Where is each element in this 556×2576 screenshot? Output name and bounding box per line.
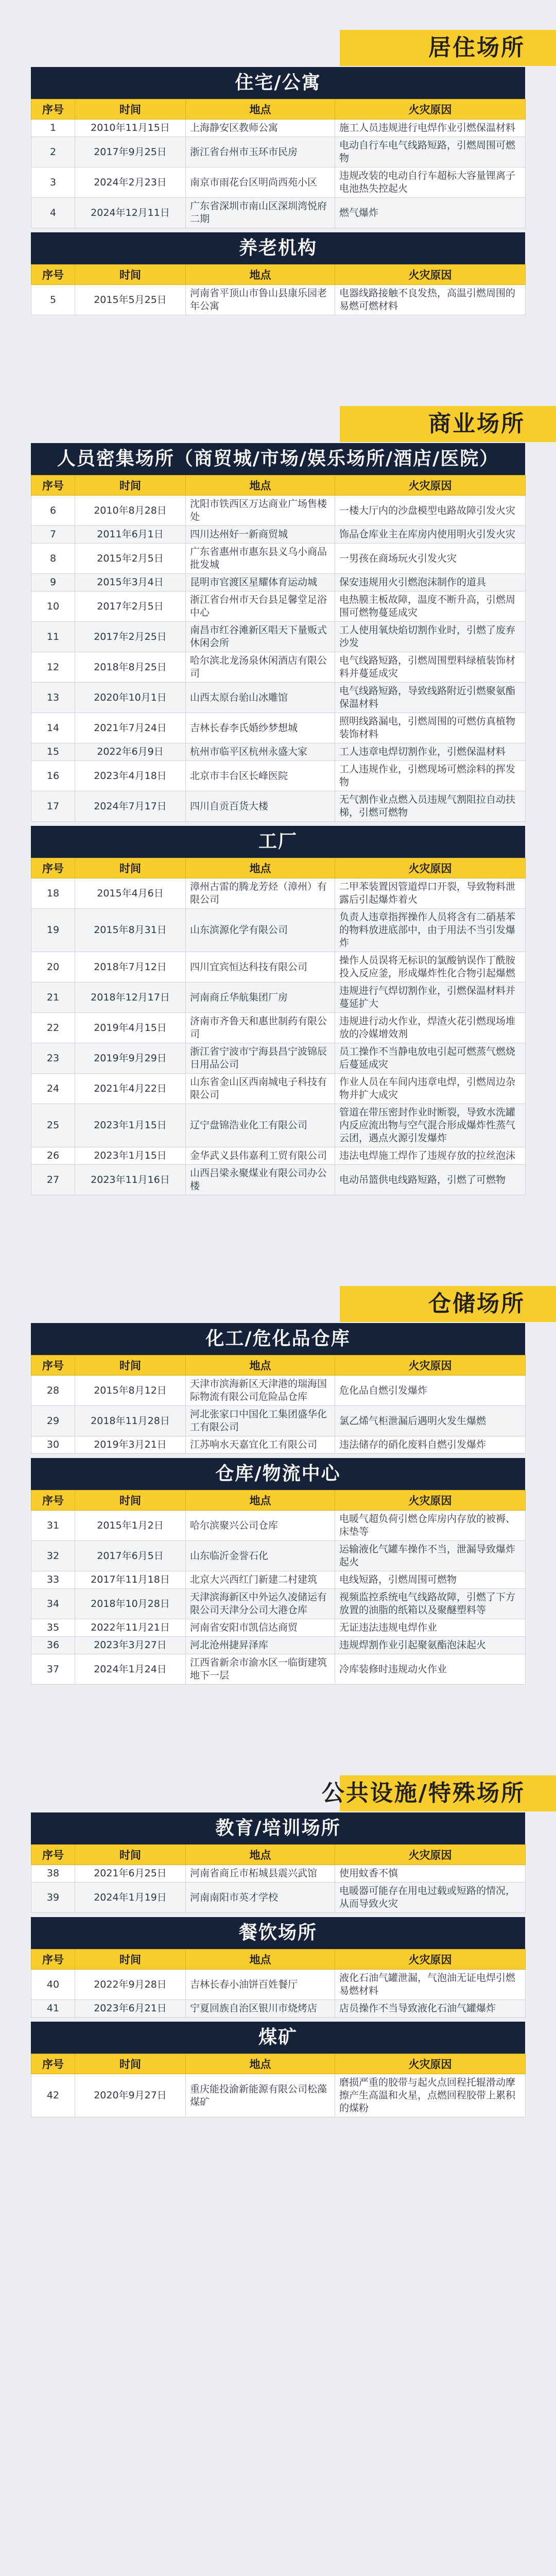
cell-time: 2018年10月28日 <box>75 1589 186 1619</box>
column-header-place: 地点 <box>186 99 335 120</box>
cell-cause: 无气割作业点燃入员违规气割阻拉自动扶梯，引燃可燃物 <box>335 791 526 822</box>
cell-no: 9 <box>31 574 75 591</box>
cell-place: 四川宜宾恒达科技有限公司 <box>186 952 335 982</box>
table-header-row <box>31 1355 526 1376</box>
table-row <box>31 982 526 1013</box>
cell-place: 重庆能投渝新能源有限公司松藻煤矿 <box>186 2074 335 2117</box>
cell-place: 河南省平顶山市鲁山县康乐园老年公寓 <box>186 285 335 315</box>
table-header-row <box>31 2054 526 2074</box>
table-row <box>31 544 526 574</box>
table-row <box>31 1074 526 1104</box>
cell-place: 吉林长春李氏婚纱梦想城 <box>186 713 335 743</box>
cell-time: 2015年8月12日 <box>75 1376 186 1406</box>
cell-no: 21 <box>31 982 75 1013</box>
cell-time: 2023年1月15日 <box>75 1147 186 1165</box>
column-header-no: 序号 <box>31 476 75 496</box>
cell-place: 四川自贡百货大楼 <box>186 791 335 822</box>
column-header-place: 地点 <box>186 1845 335 1865</box>
column-header-cause: 火灾原因 <box>335 2054 526 2074</box>
table-header-row <box>31 858 526 878</box>
spacer <box>0 1454 556 1458</box>
table-row <box>31 1970 526 2000</box>
table-row <box>31 1541 526 1571</box>
cell-time: 2022年6月9日 <box>75 743 186 761</box>
column-header-cause: 火灾原因 <box>335 265 526 285</box>
group-title: 餐饮场所 <box>31 1917 525 1949</box>
table-row <box>31 496 526 526</box>
column-header-no: 序号 <box>31 858 75 878</box>
column-header-no: 序号 <box>31 2054 75 2074</box>
cell-time: 2020年10月1日 <box>75 683 186 713</box>
cell-no: 39 <box>31 1883 75 1913</box>
cell-no: 15 <box>31 743 75 761</box>
cell-cause: 氯乙烯气柜泄漏后遇明火发生爆燃 <box>335 1406 526 1436</box>
cell-place: 沈阳市铁西区万达商业广场售楼处 <box>186 496 335 526</box>
cell-cause: 电热膜主板故障，温度不断升高，引燃周围可燃物蔓延成灾 <box>335 591 526 622</box>
table-header-row <box>31 265 526 285</box>
column-header-cause: 火灾原因 <box>335 858 526 878</box>
cell-no: 34 <box>31 1589 75 1619</box>
column-header-no: 序号 <box>31 1490 75 1511</box>
column-header-cause: 火灾原因 <box>335 1845 526 1865</box>
group-title: 住宅/公寓 <box>31 67 525 99</box>
cell-no: 41 <box>31 2000 75 2018</box>
group-title: 仓库/物流中心 <box>31 1458 525 1490</box>
cell-time: 2020年9月27日 <box>75 2074 186 2117</box>
table-row <box>31 622 526 652</box>
cell-cause: 磨损严重的胶带与起火点回程托辊滑动摩擦产生高温和火星，点燃回程胶带上累积的煤粉 <box>335 2074 526 2117</box>
cell-no: 10 <box>31 591 75 622</box>
cell-no: 5 <box>31 285 75 315</box>
cell-no: 4 <box>31 198 75 228</box>
cell-time: 2011年6月1日 <box>75 526 186 544</box>
cell-time: 2022年11月21日 <box>75 1619 186 1637</box>
cell-place: 南京市雨花台区明尚西苑小区 <box>186 167 335 198</box>
cell-place: 河北沧州捷昇泽库 <box>186 1637 335 1654</box>
table-row <box>31 1436 526 1454</box>
group-title: 工厂 <box>31 826 525 858</box>
incident-table <box>31 264 526 315</box>
spacer <box>0 1195 556 1199</box>
table-row <box>31 683 526 713</box>
table-row <box>31 1043 526 1074</box>
cell-time: 2024年12月11日 <box>75 198 186 228</box>
spacer <box>0 315 556 319</box>
cell-time: 2017年11月18日 <box>75 1571 186 1589</box>
cell-place: 浙江省台州市玉环市民房 <box>186 137 335 167</box>
cell-no: 37 <box>31 1654 75 1685</box>
cell-time: 2021年7月24日 <box>75 713 186 743</box>
cell-place: 杭州市临平区杭州永盛大家 <box>186 743 335 761</box>
cell-cause: 电动自行车电气线路短路，引燃周围可燃物 <box>335 137 526 167</box>
cell-place: 辽宁盘锦浩业化工有限公司 <box>186 1104 335 1147</box>
cell-place: 济南市齐鲁天和惠世制药有限公司 <box>186 1013 335 1043</box>
column-header-time: 时间 <box>75 1355 186 1376</box>
cell-cause: 作业人员在车间内违章电焊，引燃周边杂物并扩大成灾 <box>335 1074 526 1104</box>
cell-place: 河南省商丘市柘城县震兴武馆 <box>186 1865 335 1883</box>
cell-no: 13 <box>31 683 75 713</box>
cell-no: 27 <box>31 1165 75 1195</box>
cell-cause: 施工人员违规进行电焊作业引燃保温材料 <box>335 120 526 137</box>
table-row <box>31 1376 526 1406</box>
table-row <box>31 1637 526 1654</box>
cell-time: 2017年2月25日 <box>75 622 186 652</box>
table-row <box>31 1589 526 1619</box>
table-row <box>31 526 526 544</box>
column-header-time: 时间 <box>75 265 186 285</box>
cell-time: 2018年8月25日 <box>75 652 186 683</box>
cell-cause: 电气线路短路，导致线路附近引燃聚氨酯保温材料 <box>335 683 526 713</box>
table-row <box>31 1883 526 1913</box>
cell-no: 40 <box>31 1970 75 2000</box>
cell-time: 2015年8月31日 <box>75 909 186 952</box>
cell-cause: 二甲苯装置因管道焊口开裂，导致物料泄露后引起爆炸着火 <box>335 878 526 909</box>
incident-table <box>31 99 526 228</box>
cell-time: 2019年3月21日 <box>75 1436 186 1454</box>
table-header-row <box>31 99 526 120</box>
section-header <box>0 376 556 443</box>
spacer <box>0 2117 556 2122</box>
cell-cause: 电器线路接触不良发热，高温引燃周围的易燃可燃材料 <box>335 285 526 315</box>
column-header-place: 地点 <box>186 265 335 285</box>
incident-table <box>31 1949 526 2018</box>
cell-cause: 电暖器可能存在用电过载或短路的情况，从而导致火灾 <box>335 1883 526 1913</box>
cell-place: 金华武义县伟嘉利工贸有限公司 <box>186 1147 335 1165</box>
cell-no: 14 <box>31 713 75 743</box>
cell-cause: 操作人员误将无标识的氯酸钠误作丁酰胺投入反应釜，形成爆炸性化合物引起爆燃 <box>335 952 526 982</box>
cell-time: 2024年7月17日 <box>75 791 186 822</box>
table-header-row <box>31 1845 526 1865</box>
cell-place: 山西太原台骀山冰雕馆 <box>186 683 335 713</box>
table-header-row <box>31 1490 526 1511</box>
cell-time: 2023年3月27日 <box>75 1637 186 1654</box>
cell-place: 吉林长春小油饼百姓餐厅 <box>186 1970 335 2000</box>
cell-place: 哈尔滨北龙汤泉休闲酒店有限公司 <box>186 652 335 683</box>
cell-cause: 管道在带压密封作业时断裂，导致水洗罐内反应流出物与空气混合形成爆炸性蒸气云团，遇点火源引发爆炸 <box>335 1104 526 1147</box>
cell-no: 25 <box>31 1104 75 1147</box>
cell-place: 河南南阳市英才学校 <box>186 1883 335 1913</box>
cell-no: 6 <box>31 496 75 526</box>
table-row <box>31 1654 526 1685</box>
cell-time: 2019年4月15日 <box>75 1013 186 1043</box>
cell-cause: 违法储存的硝化废料自燃引发爆炸 <box>335 1436 526 1454</box>
cell-place: 昆明市官渡区星耀体育运动城 <box>186 574 335 591</box>
column-header-time: 时间 <box>75 1845 186 1865</box>
cell-no: 12 <box>31 652 75 683</box>
table-row <box>31 791 526 822</box>
cell-no: 7 <box>31 526 75 544</box>
column-header-no: 序号 <box>31 1950 75 1970</box>
column-header-time: 时间 <box>75 2054 186 2074</box>
cell-place: 河南商丘华航集团厂房 <box>186 982 335 1013</box>
table-row <box>31 1165 526 1195</box>
table-row <box>31 952 526 982</box>
table-row <box>31 1406 526 1436</box>
table-row <box>31 713 526 743</box>
cell-time: 2015年1月2日 <box>75 1511 186 1541</box>
cell-place: 漳州古雷的腾龙芳烃（漳州）有限公司 <box>186 878 335 909</box>
cell-cause: 电暖气超负荷引燃仓库房内存放的被褥、床垫等 <box>335 1511 526 1541</box>
cell-cause: 燃气爆炸 <box>335 198 526 228</box>
table-row <box>31 198 526 228</box>
cell-cause: 电动吊篮供电线路短路，引燃了可燃物 <box>335 1165 526 1195</box>
spacer <box>0 2018 556 2022</box>
cell-place: 北京市丰台区长峰医院 <box>186 761 335 791</box>
cell-no: 11 <box>31 622 75 652</box>
cell-cause: 一楼大厅内的沙盘模型电路故障引发火灾 <box>335 496 526 526</box>
cell-no: 28 <box>31 1376 75 1406</box>
cell-time: 2024年2月23日 <box>75 167 186 198</box>
table-row <box>31 1013 526 1043</box>
cell-no: 16 <box>31 761 75 791</box>
section <box>0 0 556 319</box>
cell-no: 23 <box>31 1043 75 1074</box>
incident-table <box>31 858 526 1195</box>
table-row <box>31 1865 526 1883</box>
group-title: 化工/危化品仓库 <box>31 1323 525 1355</box>
cell-cause: 使用蚊香不慎 <box>335 1865 526 1883</box>
cell-no: 1 <box>31 120 75 137</box>
section-gap <box>0 319 556 376</box>
cell-cause: 饰品仓库业主在库房内使用明火引发火灾 <box>335 526 526 544</box>
cell-place: 上海静安区教师公寓 <box>186 120 335 137</box>
cell-no: 17 <box>31 791 75 822</box>
cell-cause: 违规焊割作业引起聚氨酯泡沫起火 <box>335 1637 526 1654</box>
cell-place: 河北张家口中国化工集团盛华化工有限公司 <box>186 1406 335 1436</box>
table-row <box>31 167 526 198</box>
section <box>0 1745 556 2122</box>
cell-cause: 违规改装的电动自行车超标大容量锂离子电池热失控起火 <box>335 167 526 198</box>
table-row <box>31 591 526 622</box>
cell-no: 19 <box>31 909 75 952</box>
column-header-cause: 火灾原因 <box>335 476 526 496</box>
cell-time: 2018年11月28日 <box>75 1406 186 1436</box>
cell-place: 天津滨海新区中外运久凌储运有限公司天津分公司大港仓库 <box>186 1589 335 1619</box>
cell-time: 2021年6月25日 <box>75 1865 186 1883</box>
cell-time: 2018年7月12日 <box>75 952 186 982</box>
cell-place: 山东滨源化学有限公司 <box>186 909 335 952</box>
incident-table <box>31 1490 526 1685</box>
incident-table <box>31 1844 526 1913</box>
cell-time: 2017年6月5日 <box>75 1541 186 1571</box>
cell-time: 2017年2月5日 <box>75 591 186 622</box>
cell-time: 2024年1月19日 <box>75 1883 186 1913</box>
cell-cause: 电气线路短路，引燃周围塑料绿植装饰材料并蔓延成灾 <box>335 652 526 683</box>
cell-cause: 工人违章电焊切割作业，引燃保温材料 <box>335 743 526 761</box>
cell-time: 2023年1月15日 <box>75 1104 186 1147</box>
cell-time: 2010年11月15日 <box>75 120 186 137</box>
table-row <box>31 2000 526 2018</box>
cell-place: 山西吕梁永聚煤业有限公司办公楼 <box>186 1165 335 1195</box>
cell-no: 22 <box>31 1013 75 1043</box>
column-header-no: 序号 <box>31 1355 75 1376</box>
cell-time: 2015年5月25日 <box>75 285 186 315</box>
group-title: 养老机构 <box>31 232 525 264</box>
column-header-time: 时间 <box>75 99 186 120</box>
cell-no: 2 <box>31 137 75 167</box>
table-row <box>31 1104 526 1147</box>
cell-no: 38 <box>31 1865 75 1883</box>
cell-place: 山东临沂金誉石化 <box>186 1541 335 1571</box>
cell-time: 2015年4月6日 <box>75 878 186 909</box>
cell-cause: 液化石油气罐泄漏，气泡油无证电焊引燃易燃材料 <box>335 1970 526 2000</box>
cell-cause: 违规进行气焊切割作业，引燃保温材料并蔓延扩大 <box>335 982 526 1013</box>
section-title: 居住场所 <box>428 35 525 61</box>
cell-time: 2010年8月28日 <box>75 496 186 526</box>
cell-place: 山东省金山区西南城电子科技有限公司 <box>186 1074 335 1104</box>
column-header-place: 地点 <box>186 1490 335 1511</box>
table-row <box>31 878 526 909</box>
column-header-no: 序号 <box>31 99 75 120</box>
cell-no: 42 <box>31 2074 75 2117</box>
table-header-row <box>31 1950 526 1970</box>
table-row <box>31 137 526 167</box>
cell-cause: 违法电焊施工焊作了违规存放的拉丝泡沫 <box>335 1147 526 1165</box>
cell-place: 南昌市红谷滩新区唱天下量贩式休闲会所 <box>186 622 335 652</box>
column-header-cause: 火灾原因 <box>335 1490 526 1511</box>
table-row <box>31 1619 526 1637</box>
cell-cause: 危化品自燃引发爆炸 <box>335 1376 526 1406</box>
section-gap <box>0 1199 556 1256</box>
cell-place: 四川达州好一新商贸城 <box>186 526 335 544</box>
cell-place: 广东省惠州市惠东县义乌小商品批发城 <box>186 544 335 574</box>
cell-no: 20 <box>31 952 75 982</box>
group-title: 人员密集场所（商贸城/市场/娱乐场所/酒店/医院） <box>31 443 525 475</box>
cell-place: 北京大兴西红门新建二村建筑 <box>186 1571 335 1589</box>
section-header <box>0 1256 556 1323</box>
table-row <box>31 2074 526 2117</box>
cell-no: 31 <box>31 1511 75 1541</box>
cell-time: 2019年9月29日 <box>75 1043 186 1074</box>
cell-time: 2022年9月28日 <box>75 1970 186 2000</box>
incident-table <box>31 1355 526 1454</box>
cell-no: 32 <box>31 1541 75 1571</box>
cell-place: 江苏响水天嘉宜化工有限公司 <box>186 1436 335 1454</box>
cell-no: 35 <box>31 1619 75 1637</box>
column-header-time: 时间 <box>75 1950 186 1970</box>
column-header-cause: 火灾原因 <box>335 99 526 120</box>
cell-cause: 冷库装修时违规动火作业 <box>335 1654 526 1685</box>
section-title: 商业场所 <box>428 411 525 437</box>
section-header <box>0 0 556 67</box>
spacer <box>0 1913 556 1917</box>
cell-no: 33 <box>31 1571 75 1589</box>
cell-no: 30 <box>31 1436 75 1454</box>
column-header-place: 地点 <box>186 858 335 878</box>
cell-no: 26 <box>31 1147 75 1165</box>
cell-cause: 运输液化气罐车操作不当，泄漏导致爆炸起火 <box>335 1541 526 1571</box>
spacer <box>0 822 556 826</box>
cell-no: 24 <box>31 1074 75 1104</box>
cell-cause: 店员操作不当导致液化石油气罐爆炸 <box>335 2000 526 2018</box>
cell-cause: 照明线路漏电，引燃周围的可燃仿真植物装饰材料 <box>335 713 526 743</box>
table-row <box>31 1147 526 1165</box>
column-header-place: 地点 <box>186 1950 335 1970</box>
table-row <box>31 743 526 761</box>
cell-time: 2015年3月4日 <box>75 574 186 591</box>
section <box>0 1256 556 1689</box>
cell-place: 浙江省台州市天台县足馨堂足浴中心 <box>186 591 335 622</box>
cell-no: 3 <box>31 167 75 198</box>
table-row <box>31 574 526 591</box>
column-header-place: 地点 <box>186 476 335 496</box>
cell-time: 2021年4月22日 <box>75 1074 186 1104</box>
section-title: 公共设施/特殊场所 <box>321 1780 525 1806</box>
cell-time: 2023年11月16日 <box>75 1165 186 1195</box>
cell-cause: 负责人违章指挥操作人员将含有二硝基苯的物料放进底部中，由于用法不当引发爆炸 <box>335 909 526 952</box>
table-row <box>31 120 526 137</box>
column-header-time: 时间 <box>75 476 186 496</box>
cell-time: 2017年9月25日 <box>75 137 186 167</box>
table-row <box>31 761 526 791</box>
table-row <box>31 1511 526 1541</box>
column-header-place: 地点 <box>186 2054 335 2074</box>
column-header-time: 时间 <box>75 1490 186 1511</box>
incident-table <box>31 475 526 822</box>
cell-time: 2015年2月5日 <box>75 544 186 574</box>
column-header-cause: 火灾原因 <box>335 1950 526 1970</box>
cell-cause: 保安违规用火引燃泡沫制作的道具 <box>335 574 526 591</box>
table-row <box>31 285 526 315</box>
column-header-no: 序号 <box>31 265 75 285</box>
column-header-cause: 火灾原因 <box>335 1355 526 1376</box>
section-gap <box>0 1689 556 1745</box>
cell-place: 哈尔滨聚兴公司仓库 <box>186 1511 335 1541</box>
cell-time: 2018年12月17日 <box>75 982 186 1013</box>
table-row <box>31 1571 526 1589</box>
cell-cause: 员工操作不当静电放电引起可燃蒸气燃烧后蔓延成灾 <box>335 1043 526 1074</box>
cell-cause: 电线短路，引燃周围可燃物 <box>335 1571 526 1589</box>
column-header-time: 时间 <box>75 858 186 878</box>
column-header-place: 地点 <box>186 1355 335 1376</box>
incident-table <box>31 2054 526 2117</box>
cell-place: 江西省新余市渝水区一临街建筑地下一层 <box>186 1654 335 1685</box>
table-row <box>31 909 526 952</box>
cell-cause: 工人使用氧炔焰切割作业时，引燃了废弃沙发 <box>335 622 526 652</box>
section <box>0 376 556 1199</box>
cell-place: 河南省安阳市凯信达商贸 <box>186 1619 335 1637</box>
cell-cause: 违规进行动火作业，焊渣火花引燃现场堆放的冷媒增效剂 <box>335 1013 526 1043</box>
table-row <box>31 652 526 683</box>
cell-time: 2023年6月21日 <box>75 2000 186 2018</box>
spacer <box>0 1685 556 1689</box>
cell-cause: 工人违规作业，引燃现场可燃涂料的挥发物 <box>335 761 526 791</box>
cell-no: 8 <box>31 544 75 574</box>
cell-cause: 无证违法违规电焊作业 <box>335 1619 526 1637</box>
cell-no: 18 <box>31 878 75 909</box>
cell-no: 29 <box>31 1406 75 1436</box>
cell-place: 浙江省宁波市宁海县昌宁波锦辰日用品公司 <box>186 1043 335 1074</box>
column-header-no: 序号 <box>31 1845 75 1865</box>
group-title: 煤矿 <box>31 2022 525 2054</box>
spacer <box>0 228 556 232</box>
cell-time: 2024年1月24日 <box>75 1654 186 1685</box>
table-header-row <box>31 476 526 496</box>
cell-no: 36 <box>31 1637 75 1654</box>
cell-time: 2023年4月18日 <box>75 761 186 791</box>
section-title: 仓储场所 <box>428 1291 525 1317</box>
cell-cause: 视频监控系统电气线路故障，引燃了下方放置的油脂的纸箱以及聚醚塑料等 <box>335 1589 526 1619</box>
cell-place: 天津市滨海新区天津港的瑞海国际物流有限公司危险品仓库 <box>186 1376 335 1406</box>
cell-place: 广东省深圳市南山区深圳湾悦府二期 <box>186 198 335 228</box>
cell-cause: 一男孩在商场玩火引发火灾 <box>335 544 526 574</box>
cell-place: 宁夏回族自治区银川市烧烤店 <box>186 2000 335 2018</box>
section-header <box>0 1745 556 1812</box>
group-title: 教育/培训场所 <box>31 1812 525 1844</box>
